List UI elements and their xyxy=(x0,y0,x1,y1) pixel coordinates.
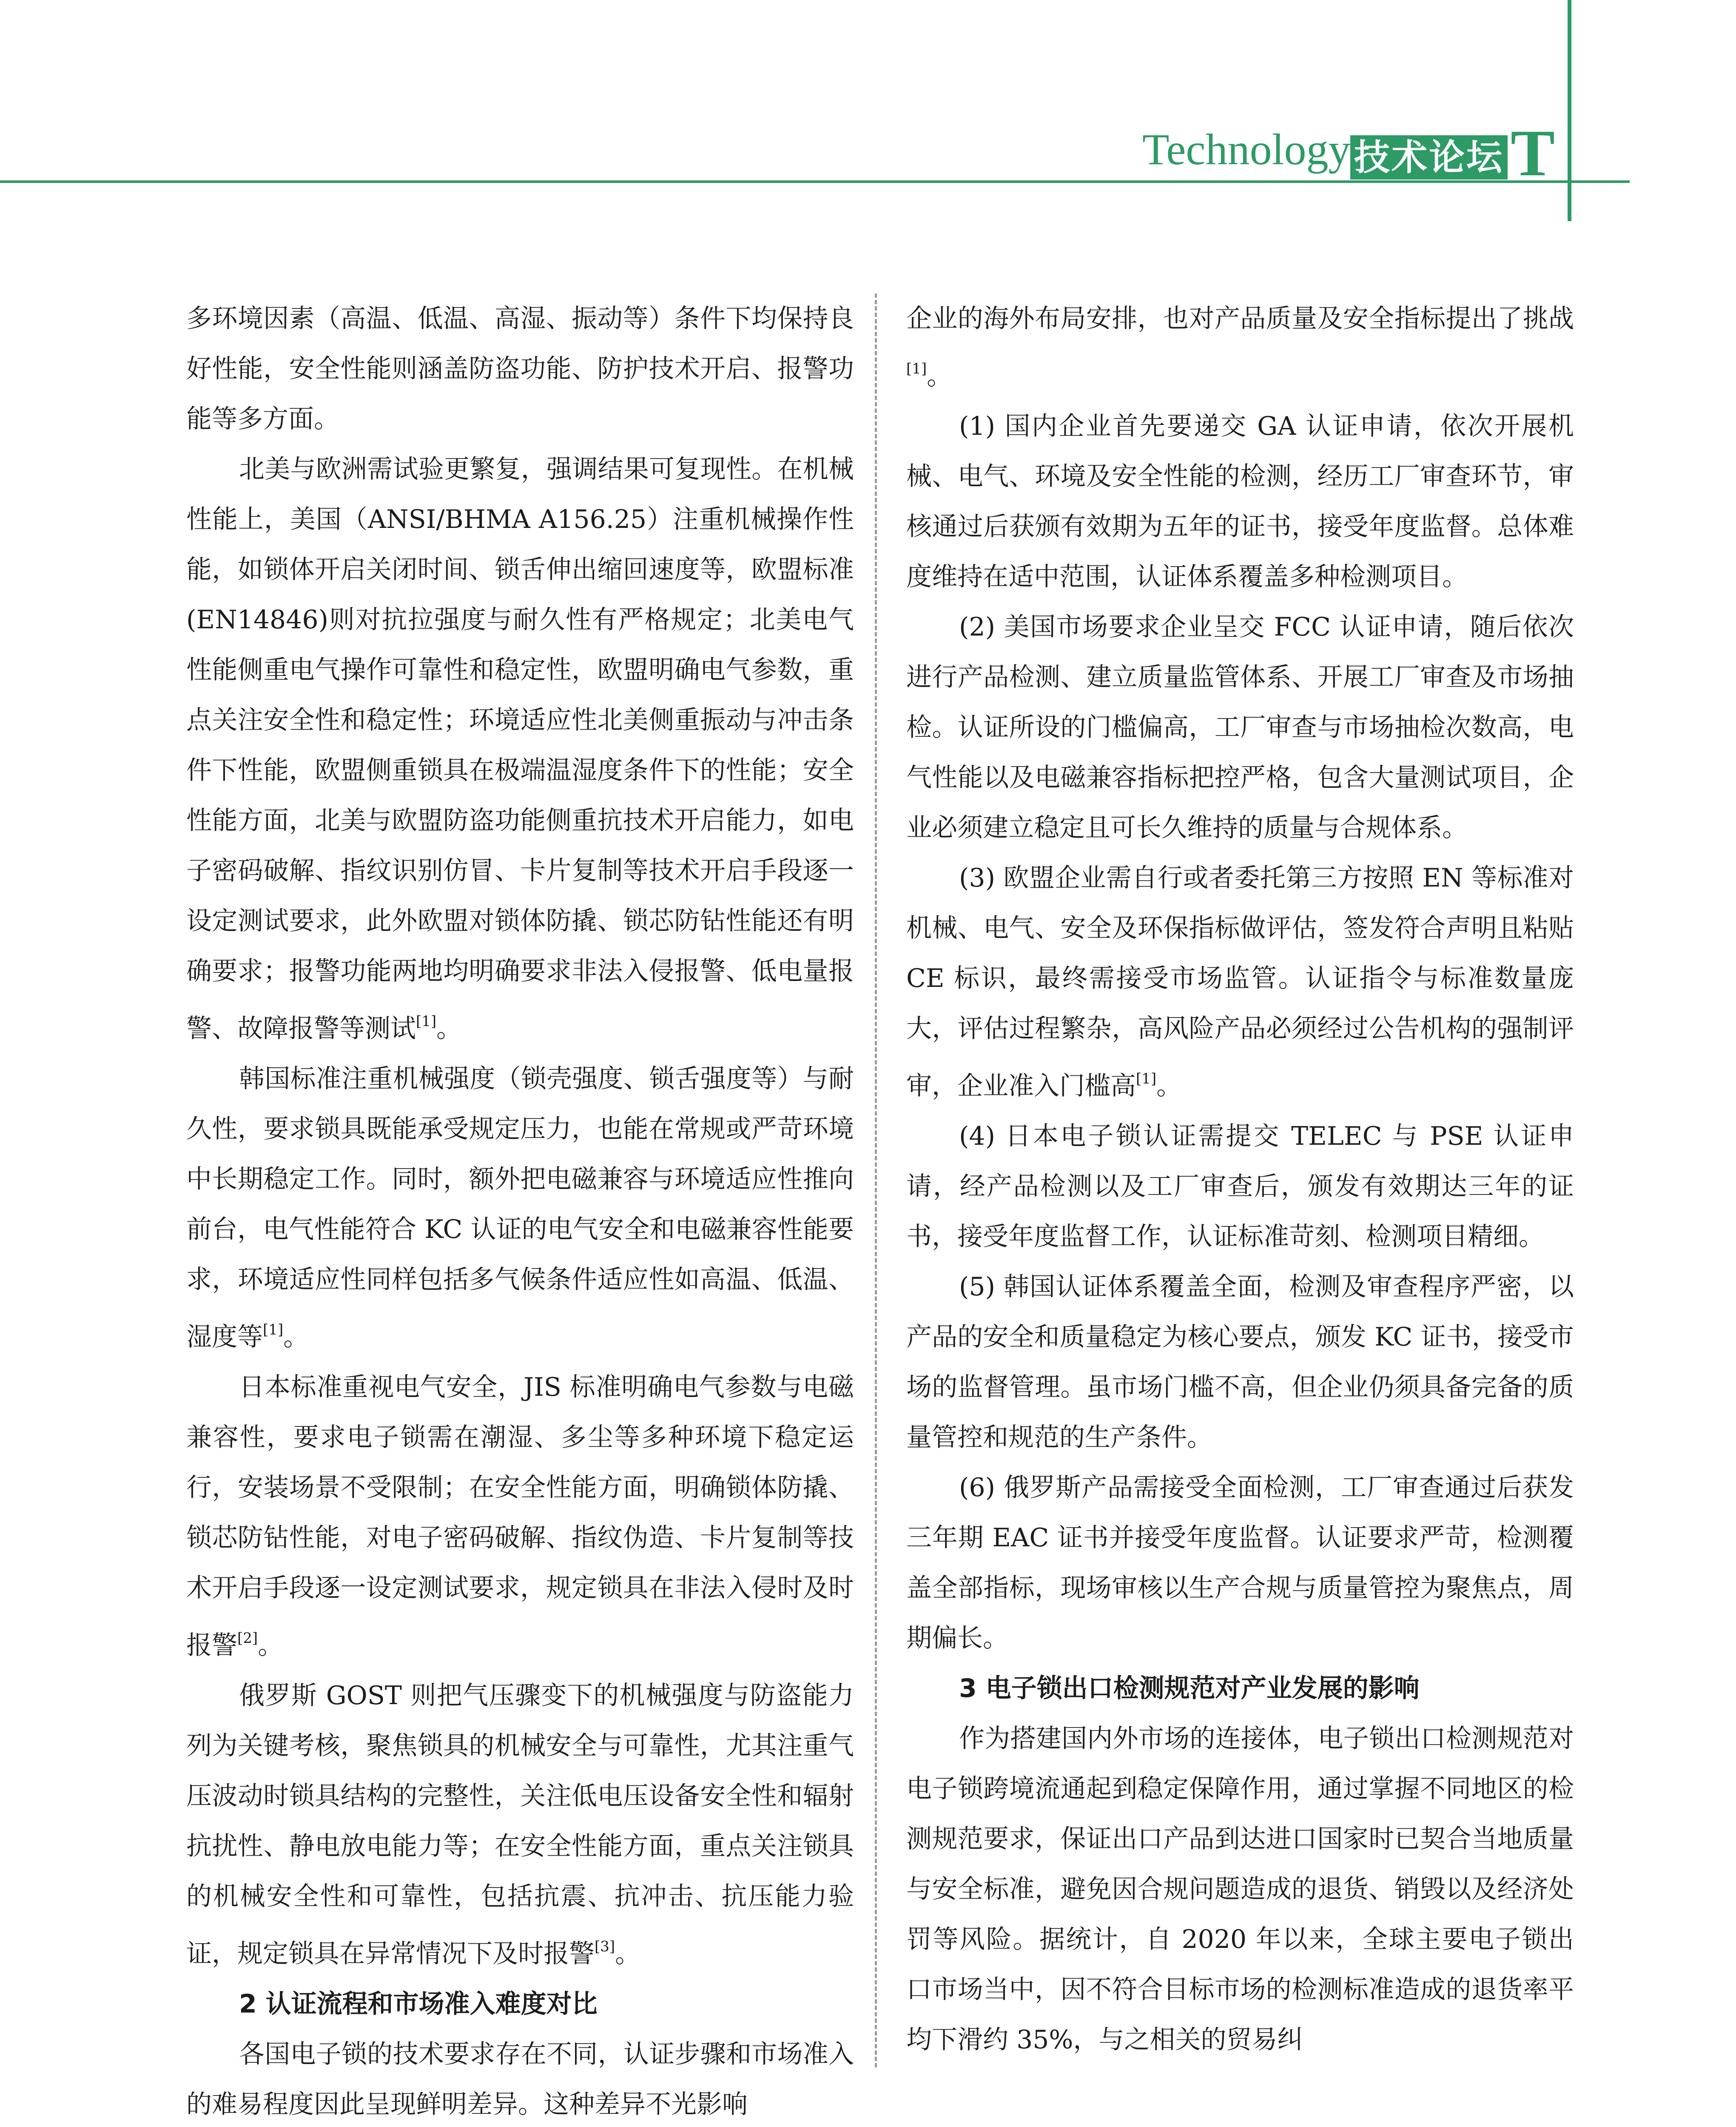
citation: [1] xyxy=(416,1013,437,1030)
header-technology-label: Technology xyxy=(1142,125,1351,174)
paragraph xyxy=(906,294,1574,401)
paragraph-text: 韩国标准注重机械强度（锁壳强度、锁舌强度等）与耐久性，要求锁具既能承受规定压力，也能在常规或严苛环境中长期稳定工作。同时，额外把电磁兼容与环境适应性推向前台，电气性能符合 KC 认证的电气安全和电磁兼容性能要求，环境适应性同样包括多气候条件适应性如高温、低温、湿度等 xyxy=(186,1064,854,1352)
paragraph: (1) 国内企业首先要递交 GA 认证申请，依次开展机械、电气、环境及安全性能的检测，经历工厂审查环节，审核通过后获颁有效期为五年的证书，接受年度监督。总体难度维持在适中范围，认证体系覆盖多种检测项目。 xyxy=(906,411,1574,592)
punctuation: 。 xyxy=(615,1939,641,1969)
paragraph: (2) 美国市场要求企业呈交 FCC 认证申请，随后依次进行产品检测、建立质量监管体系、开展工厂审查及市场抽检。认证所设的门槛偏高，工厂审查与市场抽检次数高，电气性能以及电磁兼容指标把控严格，包含大量测试项目，企业必须建立稳定且可长久维持的质量与合规体系。 xyxy=(906,612,1574,843)
paragraph-text: 北美与欧洲需试验更繁复，强调结果可复现性。在机械性能上，美国（ANSI/BHMA A156.25）注重机械操作性能，如锁体开启关闭时间、锁舌伸出缩回速度等，欧盟标准(EN14846)则对抗拉强度与耐久性有严格规定；北美电气性能侧重电气操作可靠性和稳定性，欧盟明确电气参数，重点关注安全性和稳定性；环境适应性北美侧重振动与冲击条件下性能，欧盟侧重锁具在极端温湿度条件下的性能；安全性能方面，北美与欧盟防盗功能侧重抗技术开启能力，如电子密码破解、指纹识别仿冒、卡片复制等技术开启手段逐一设定测试要求，此外欧盟对锁体防撬、锁芯防钻性能还有明确要求；报警功能两地均明确要求非法入侵报警、低电量报警、故障报警等测试 xyxy=(186,454,854,1044)
paragraph: (5) 韩国认证体系覆盖全面，检测及审查程序严密，以产品的安全和质量稳定为核心要点，颁发 KC 证书，接受市场的监督管理。虽市场门槛不高，但企业仍须具备完备的质量管控和规范的生产条件。 xyxy=(906,1272,1574,1452)
paragraph: 多环境因素（高温、低温、高湿、振动等）条件下均保持良好性能，安全性能则涵盖防盗功能、防护技术开启、报警功能等多方面。 xyxy=(186,304,854,434)
punctuation: 。 xyxy=(283,1322,309,1352)
header-vertical-rule xyxy=(1568,0,1571,221)
paragraph: (6) 俄罗斯产品需接受全面检测，工厂审查通过后获发三年期 EAC 证书并接受年度监督。认证要求严苛，检测覆盖全部指标，现场审核以生产合规与质量管控为聚焦点，周期偏长。 xyxy=(906,1473,1574,1653)
paragraph-text: 日本标准重视电气安全，JIS 标准明确电气参数与电磁兼容性，要求电子锁需在潮湿、多尘等多种环境下稳定运行，安装场景不受限制；在安全性能方面，明确锁体防撬、锁芯防钻性能，对电子密码破解、指纹伪造、卡片复制等技术开启手段逐一设定测试要求，规定锁具在非法入侵时及时报警 xyxy=(186,1372,854,1660)
citation: [1] xyxy=(906,360,927,377)
header-horizontal-rule xyxy=(0,180,1630,183)
paragraph xyxy=(186,1362,854,1671)
citation: [1] xyxy=(1136,1070,1157,1087)
paragraph-text: 企业的海外布局安排，也对产品质量及安全指标提出了挑战 xyxy=(906,304,1574,334)
section-heading: 2 认证流程和市场准入难度对比 xyxy=(239,1989,598,2019)
paragraph: (4) 日本电子锁认证需提交 TELEC 与 PSE 认证申请，经产品检测以及工厂审查后，颁发有效期达三年的证书，接受年度监督工作，认证标准苛刻、检测项目精细。 xyxy=(906,1121,1574,1252)
citation: [2] xyxy=(237,1630,258,1647)
paragraph-text: 俄罗斯 GOST 则把气压骤变下的机械强度与防盗能力列为关键考核，聚焦锁具的机械安全与可靠性，尤其注重气压波动时锁具结构的完整性，关注低电压设备安全性和辐射抗扰性、静电放电能力等；在安全性能方面，重点关注锁具的机械安全性和可靠性，包括抗震、抗冲击、抗压能力验证，规定锁具在异常情况下及时报警 xyxy=(186,1681,854,1969)
citation: [3] xyxy=(595,1938,615,1955)
citation: [1] xyxy=(263,1321,284,1338)
paragraph xyxy=(906,853,1574,1111)
punctuation: 。 xyxy=(1156,1071,1182,1101)
paragraph xyxy=(186,444,854,1054)
right-column xyxy=(906,294,1574,2065)
left-column xyxy=(186,294,854,2127)
punctuation: 。 xyxy=(927,361,953,391)
paragraph xyxy=(186,1671,854,1979)
paragraph: 各国电子锁的技术要求存在不同，认证步骤和市场准入的难易程度因此呈现鲜明差异。这种差异不光影响 xyxy=(186,2039,854,2119)
column-divider xyxy=(875,294,877,2067)
paragraph: 作为搭建国内外市场的连接体，电子锁出口检测规范对电子锁跨境流通起到稳定保障作用，通过掌握不同地区的检测规范要求，保证出口产品到达进口国家时已契合当地质量与安全标准，避免因合规问题造成的退货、销毁以及经济处罚等风险。据统计，自 2020 年以来，全球主要电子锁出口市场当中，因不符合目标市场的检测标准造成的退货率平均下滑约 35%，与之相关的贸易纠 xyxy=(906,1724,1574,2055)
punctuation: 。 xyxy=(258,1631,284,1660)
paragraph-text: (3) 欧盟企业需自行或者委托第三方按照 EN 等标准对机械、电气、安全及环保指标做评估，签发符合声明且粘贴 CE 标识，最终需接受市场监管。认证指令与标准数量庞大，评估过程繁杂，高风险产品必须经过公告机构的强制评审，企业准入门槛高 xyxy=(906,863,1574,1101)
header-section-badge: 技术论坛 xyxy=(1350,135,1508,180)
punctuation: 。 xyxy=(436,1014,462,1044)
header-section-letter: T xyxy=(1511,116,1555,190)
section-heading: 3 电子锁出口检测规范对产业发展的影响 xyxy=(959,1674,1420,1703)
paragraph xyxy=(186,1054,854,1362)
